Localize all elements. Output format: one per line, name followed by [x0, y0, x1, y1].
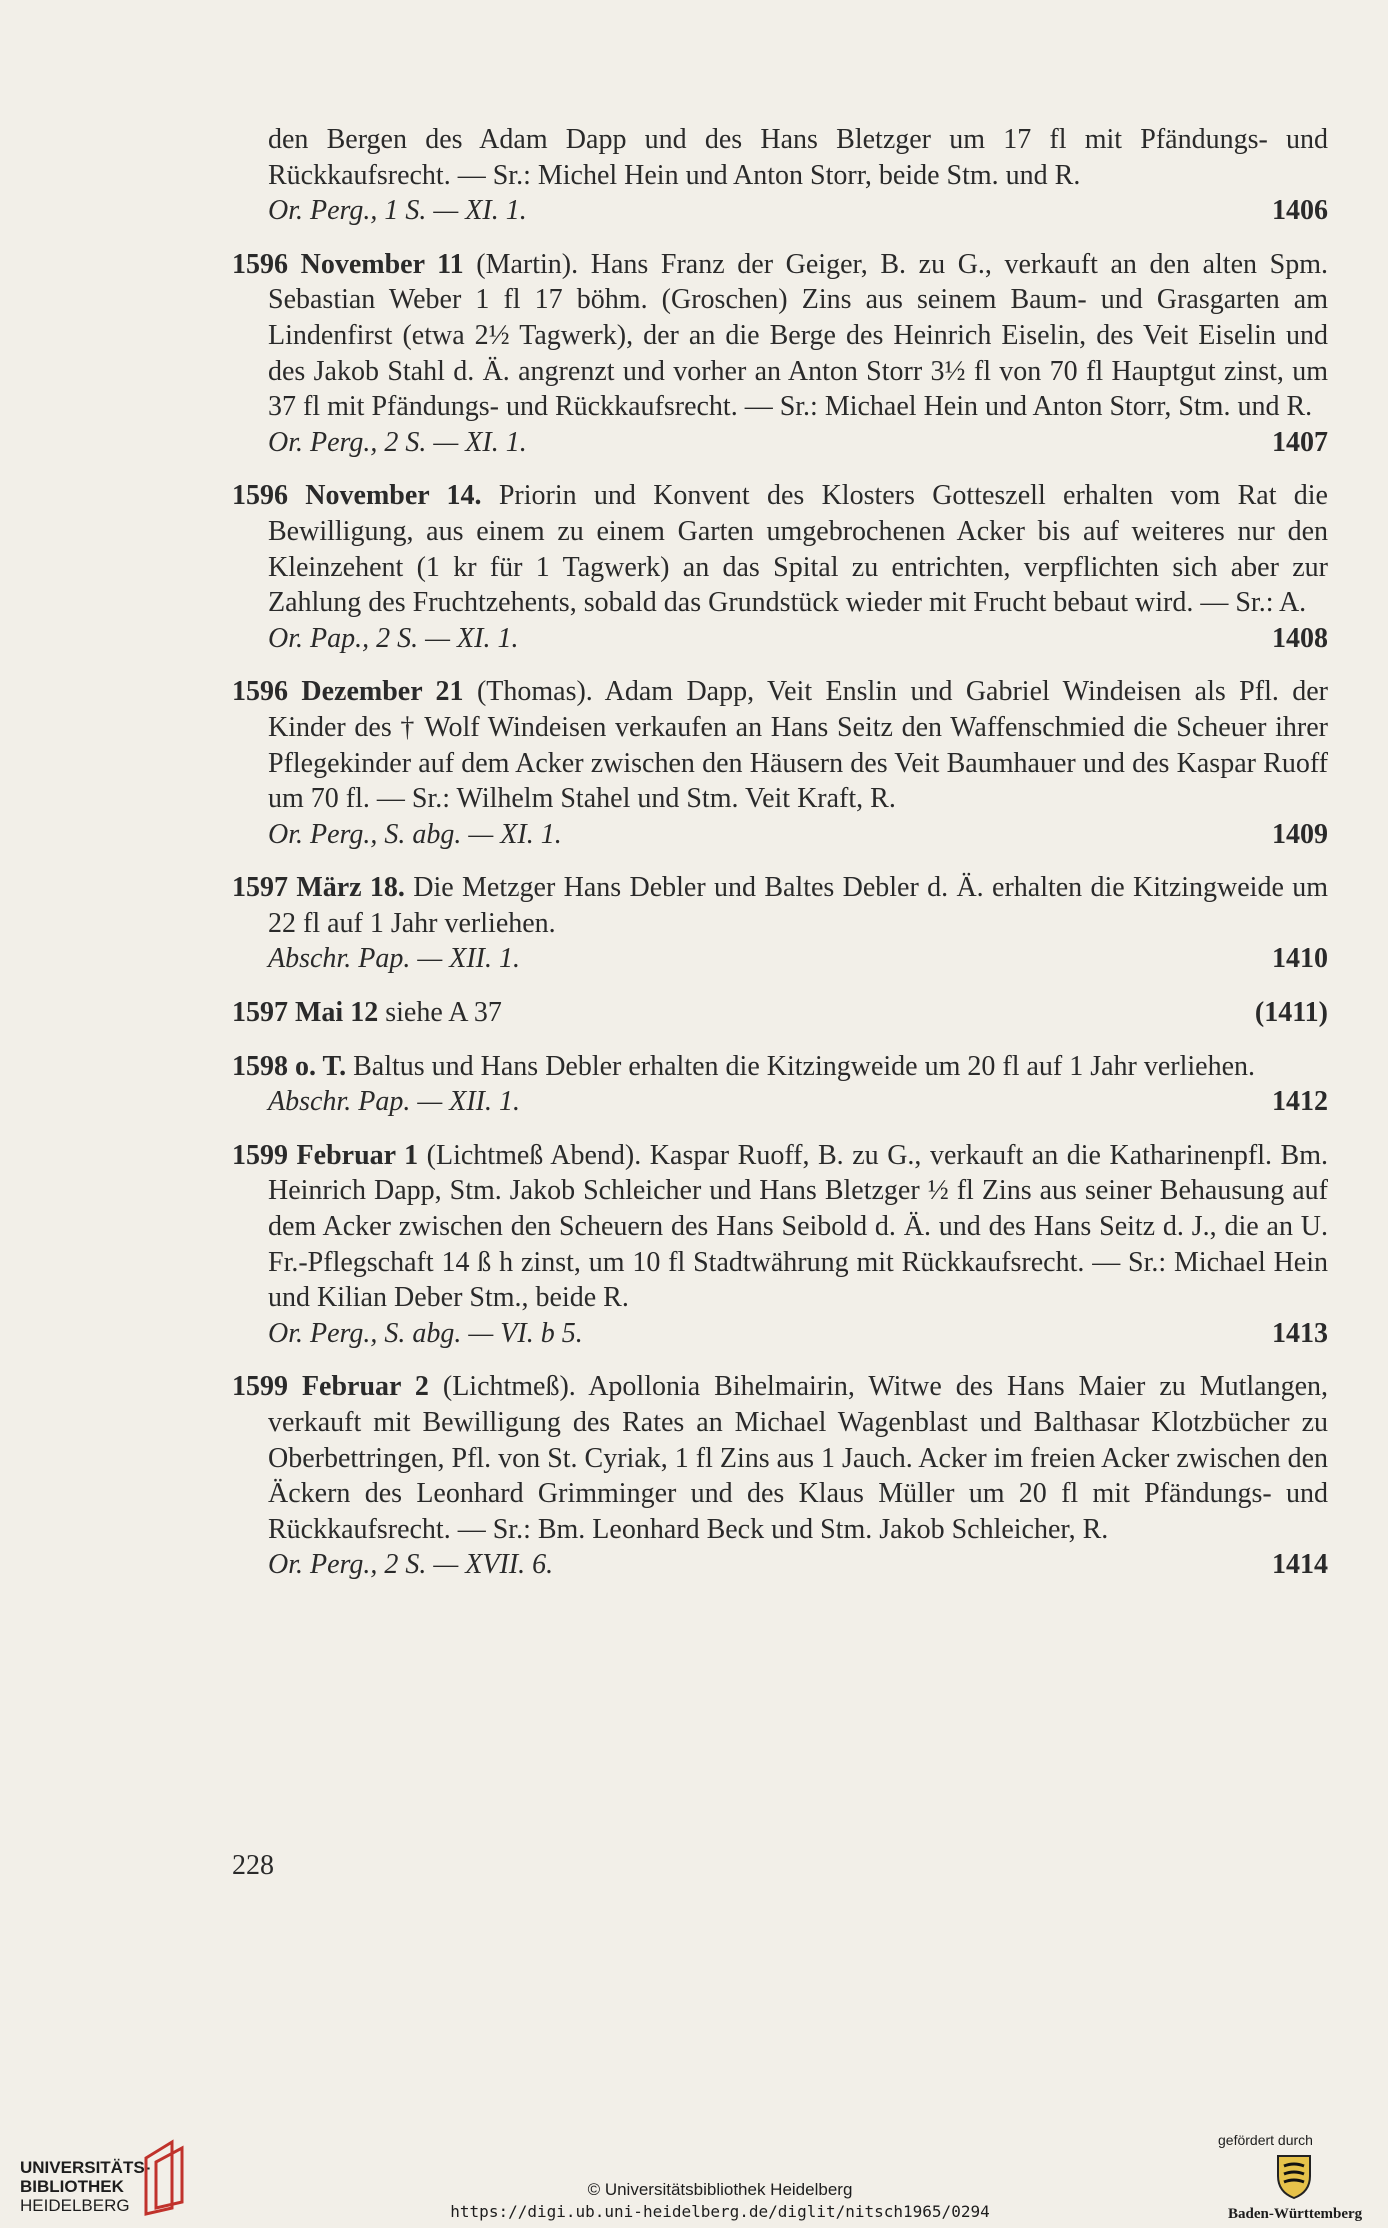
entry-date: 1596 November 11 — [232, 248, 464, 280]
entry-date: 1597 Mai 12 — [232, 997, 379, 1029]
entry-source-line — [232, 193, 1328, 229]
entry-1406 — [232, 122, 1328, 229]
entry-number: 1414 — [1272, 1549, 1328, 1581]
entry-source-line — [232, 1084, 1328, 1120]
entry-number: (1411) — [1254, 997, 1328, 1029]
source-url-link[interactable]: https://digi.ub.uni-heidelberg.de/diglit/nitsch1965/0294 — [450, 2202, 990, 2221]
entry-number: 1413 — [1272, 1317, 1328, 1349]
entry-text: 1596 November 11 (Martin). Hans Franz der Geiger, B. zu G., verkauft an den alten Spm. Sebastian Weber 1 fl 17 böhm. (Groschen) Zins aus seinem Baum- und Grasgarten am Lindenfirst (etwa 2½ Tagwerk), der an die Berge des Heinrich Eiselin, des Veit Eiselin und des Jakob Stahl d. Ä. angrenzt und vorher an Anton Storr 3½ fl von 70 fl Hauptgut zinst, um 37 fl mit Pfändungs- und Rückkaufsrecht. — Sr.: Michael Hein und Anton Storr, Stm. und R. — [232, 248, 1328, 423]
entry-text: 1597 Mai 12 siehe A 37 (1411) — [232, 995, 1328, 1031]
entry-1414 — [232, 1369, 1328, 1583]
entry-text: 1598 o. T. Baltus und Hans Debler erhalten die Kitzingweide um 20 fl auf 1 Jahr verliehen. — [232, 1050, 1256, 1082]
entry-number: 1409 — [1272, 818, 1328, 850]
entry-source: Or. Pap., 2 S. — XI. 1. — [268, 622, 519, 654]
entry-source-line — [232, 1547, 1328, 1583]
entry-source-line — [232, 941, 1328, 977]
library-logo-icon — [138, 2138, 194, 2218]
entry-text: 1599 Februar 1 (Lichtmeß Abend). Kaspar Ruoff, B. zu G., verkauft an die Katharinenpfl. Bm. Heinrich Dapp, Stm. Jakob Schleicher und Hans Bletzger ½ fl Zins aus seiner Behausung auf dem Acker zwischen den Scheuern des Hans Seibold d. Ä. und des Hans Seitz d. J., die an U. Fr.-Pflegschaft 14 ß h zinst, um 10 fl Stadtwährung mit Rückkaufsrecht. — Sr.: Michael Hein und Kilian Deber Stm., beide R. — [232, 1139, 1328, 1314]
entry-source: Abschr. Pap. — XII. 1. — [268, 943, 520, 975]
entry-text: 1596 November 14. Priorin und Konvent des Klosters Gotteszell erhalten vom Rat die Bewilligung, aus einem zu einem Garten umgebrochenen Acker bis auf weiteres nur den Kleinzehent (1 kr für 1 Tagwerk) an das Spital zu entrichten, verpflichten sich aber zur Zahlung des Fruchtzehents, sobald das Grundstück wieder mit Frucht bebaut wird. — Sr.: A. — [232, 480, 1328, 619]
entry-date: 1596 Dezember 21 — [232, 676, 464, 708]
entry-1412 — [232, 1049, 1328, 1120]
page-number: 228 — [232, 1850, 274, 1881]
entry-number: 1407 — [1272, 426, 1328, 458]
entry-1409 — [232, 674, 1328, 852]
regesten-list — [232, 122, 1328, 1601]
entry-1407 — [232, 247, 1328, 461]
entry-source: Or. Perg., 2 S. — XVII. 6. — [268, 1549, 554, 1581]
entry-text: 1597 März 18. Die Metzger Hans Debler und Baltes Debler d. Ä. erhalten die Kitzingweide um 22 fl auf 1 Jahr verliehen. — [232, 872, 1328, 939]
entry-source: Abschr. Pap. — XII. 1. — [268, 1086, 520, 1118]
entry-1410 — [232, 870, 1328, 977]
entry-text: 1599 Februar 2 (Lichtmeß). Apollonia Bihelmairin, Witwe des Hans Maier zu Mutlangen, verkauft mit Bewilligung des Rates an Michael Wagenblast und Balthasar Klotzbücher zu Oberbettringen, Pfl. von St. Cyriak, 1 fl Zins aus 1 Jauch. Acker im freien Acker zwischen den Äckern des Leonhard Grimminger und des Klaus Müller um 20 fl mit Pfändungs- und Rückkaufsrecht. — Sr.: Bm. Leonhard Beck und Stm. Jakob Schleicher, R. — [232, 1371, 1329, 1545]
entry-source: Or. Perg., S. abg. — XI. 1. — [268, 818, 562, 850]
entry-source: Or. Perg., 1 S. — XI. 1. — [268, 195, 527, 227]
entry-source: Or. Perg., 2 S. — XI. 1. — [268, 426, 527, 458]
entry-date: 1598 o. T. — [232, 1050, 347, 1082]
entry-number: 1410 — [1272, 943, 1328, 975]
entry-source-line — [232, 425, 1328, 461]
entry-date: 1597 März 18. — [232, 872, 405, 904]
entry-number: 1406 — [1272, 195, 1328, 227]
entry-text: 1596 Dezember 21 (Thomas). Adam Dapp, Veit Enslin und Gabriel Windeisen als Pfl. der Kinder des † Wolf Windeisen verkaufen an Hans Seitz den Waffenschmied die Scheuer ihrer Pflegekinder auf dem Acker zwischen den Häusern des Veit Baumhauer und des Kaspar Ruoff um 70 fl. — Sr.: Wilhelm Stahel und Stm. Veit Kraft, R. — [232, 676, 1329, 815]
entry-date: 1599 Februar 2 — [232, 1371, 429, 1403]
entry-number: 1412 — [1272, 1086, 1328, 1118]
entry-1411 — [232, 995, 1328, 1031]
entry-1413 — [232, 1138, 1328, 1352]
state-name: Baden-Württemberg — [1228, 2206, 1363, 2222]
entry-source-line — [232, 621, 1328, 657]
entry-text: den Bergen des Adam Dapp und des Hans Bletzger um 17 fl mit Pfändungs- und Rückkaufsrecht. — Sr.: Michel Hein und Anton Storr, beide Stm. und R. — [268, 124, 1328, 191]
entry-source-line — [232, 817, 1328, 853]
entry-1408 — [232, 478, 1328, 656]
entry-source: Or. Perg., S. abg. — VI. b 5. — [268, 1317, 583, 1349]
entry-date: 1596 November 14. — [232, 480, 482, 512]
copyright-notice: © Universitätsbibliothek Heidelberg — [587, 2180, 853, 2199]
funded-by-label: gefördert durch — [1218, 2132, 1313, 2148]
entry-date: 1599 Februar 1 — [232, 1139, 419, 1171]
state-crest-icon — [1272, 2152, 1316, 2200]
library-name: UNIVERSITÄTS- BIBLIOTHEK HEIDELBERG — [20, 2158, 151, 2215]
entry-source-line — [232, 1316, 1328, 1352]
entry-number: 1408 — [1272, 622, 1328, 654]
